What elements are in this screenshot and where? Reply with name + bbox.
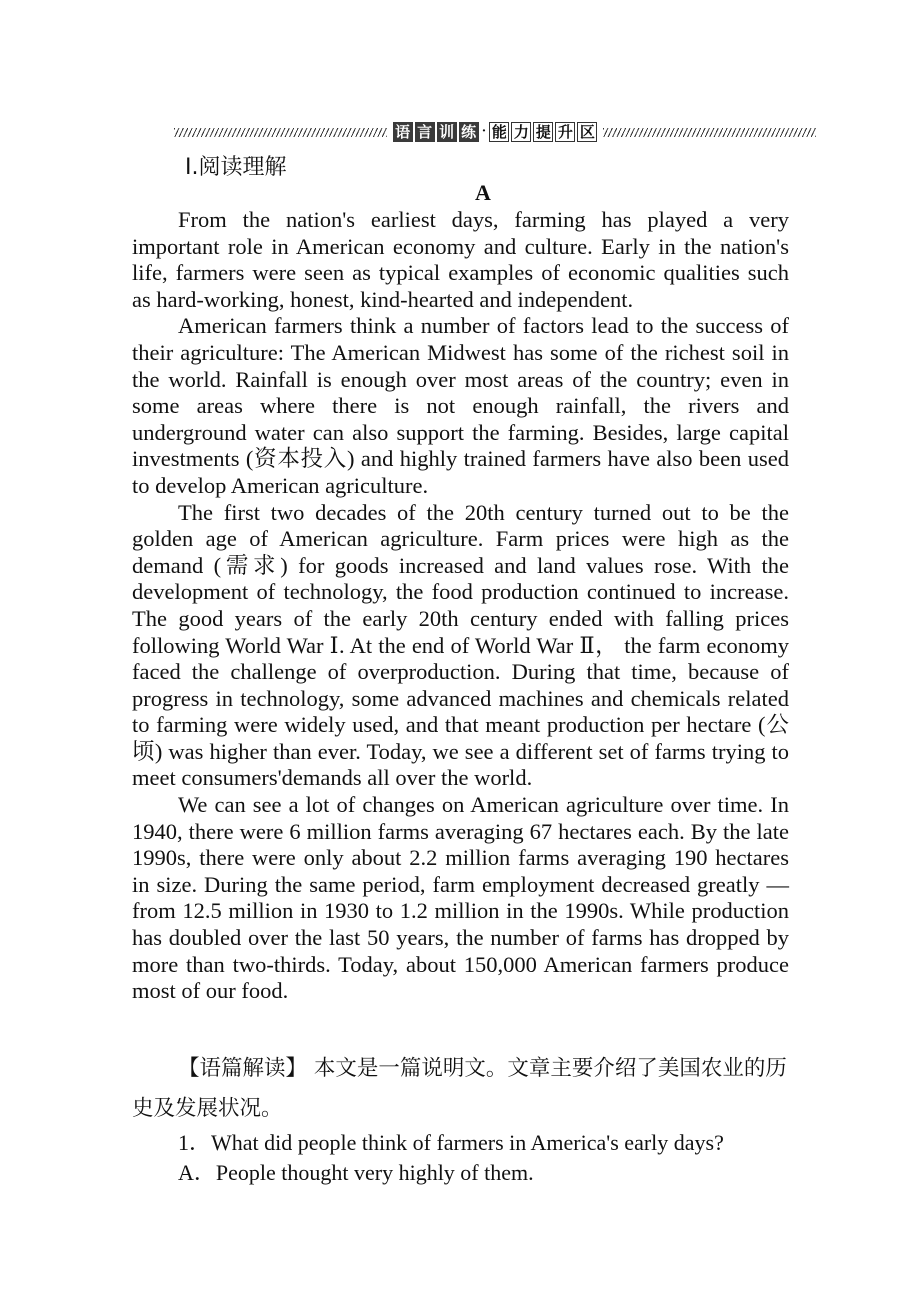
passage-paragraph: From the nation's earliest days, farming has played a very important role in American economy and culture. Early in the nation's life, farmers were seen as typical examples of economic qualities such as hard-working, honest, kind-hearted and independent. xyxy=(132,207,789,312)
passage-paragraph: American farmers think a number of factors lead to the success of their agriculture: The American Midwest has some of the richest soil in the world. Rainfall is enough over most areas of the country; even in some areas where there is not enough rainfall, the rivers and underground water can also support the farming. Besides, large capital investments (资本投入) and highly trained farmers have also been used to develop American agriculture. xyxy=(132,313,789,498)
section-heading: Ⅰ.阅读理解 xyxy=(185,155,287,180)
reading-note-label: 【语篇解读】 xyxy=(178,1056,308,1081)
option-text: People thought very highly of them. xyxy=(215,1160,534,1185)
passage-title: A xyxy=(475,180,491,205)
banner-tag-language-training xyxy=(393,122,479,142)
banner-char: 区 xyxy=(577,122,597,142)
passage-body xyxy=(132,207,789,1005)
reading-note xyxy=(132,1049,792,1129)
banner-char: 提 xyxy=(533,122,553,142)
section-banner xyxy=(174,119,816,145)
banner-separator: · xyxy=(481,124,487,139)
banner-char: 练 xyxy=(459,122,479,142)
banner-char: 力 xyxy=(511,122,531,142)
passage-paragraph: The first two decades of the 20th century turned out to be the golden age of American agriculture. Farm prices were high as the demand (需求) for goods increased and land values rose. With the development of technology, the food production continued to increase. The good years of the early 20th century ended with falling prices following World War Ⅰ. At the end of World War Ⅱ， the farm economy faced the challenge of overproduction. During that time, because of progress in technology, some advanced machines and chemicals related to farming were widely used, and that meant production per hectare (公顷) was higher than ever. Today, we see a different set of farms trying to meet consumers'demands all over the world. xyxy=(132,499,789,791)
banner-hatch-right xyxy=(603,128,816,137)
answer-option[interactable] xyxy=(178,1157,790,1188)
banner-tag-ability-improvement xyxy=(489,122,597,142)
banner-char: 语 xyxy=(393,122,413,142)
banner-char: 训 xyxy=(437,122,457,142)
banner-char: 升 xyxy=(555,122,575,142)
question-text: What did people think of farmers in America's early days? xyxy=(211,1130,724,1155)
passage-paragraph: We can see a lot of changes on American agriculture over time. In 1940, there were 6 million farms averaging 67 hectares each. By the late 1990s, there were only about 2.2 million farms averaging 190 hectares in size. During the same period, farm employment decreased greatly — from 12.5 million in 1930 to 1.2 million in the 1990s. While production has doubled over the last 50 years, the number of farms has dropped by more than two-thirds. Today, about 150,000 American farmers produce most of our food. xyxy=(132,792,789,1004)
question-number: 1． xyxy=(178,1130,212,1155)
banner-char: 言 xyxy=(415,122,435,142)
banner-hatch-left xyxy=(174,128,387,137)
reading-note-text: 本文是一篇说明文。文章主要介绍了美国农业的历史及发展状况。 xyxy=(132,1056,787,1121)
question-item xyxy=(178,1127,790,1158)
option-letter: A． xyxy=(178,1160,216,1185)
banner-char: 能 xyxy=(489,122,509,142)
